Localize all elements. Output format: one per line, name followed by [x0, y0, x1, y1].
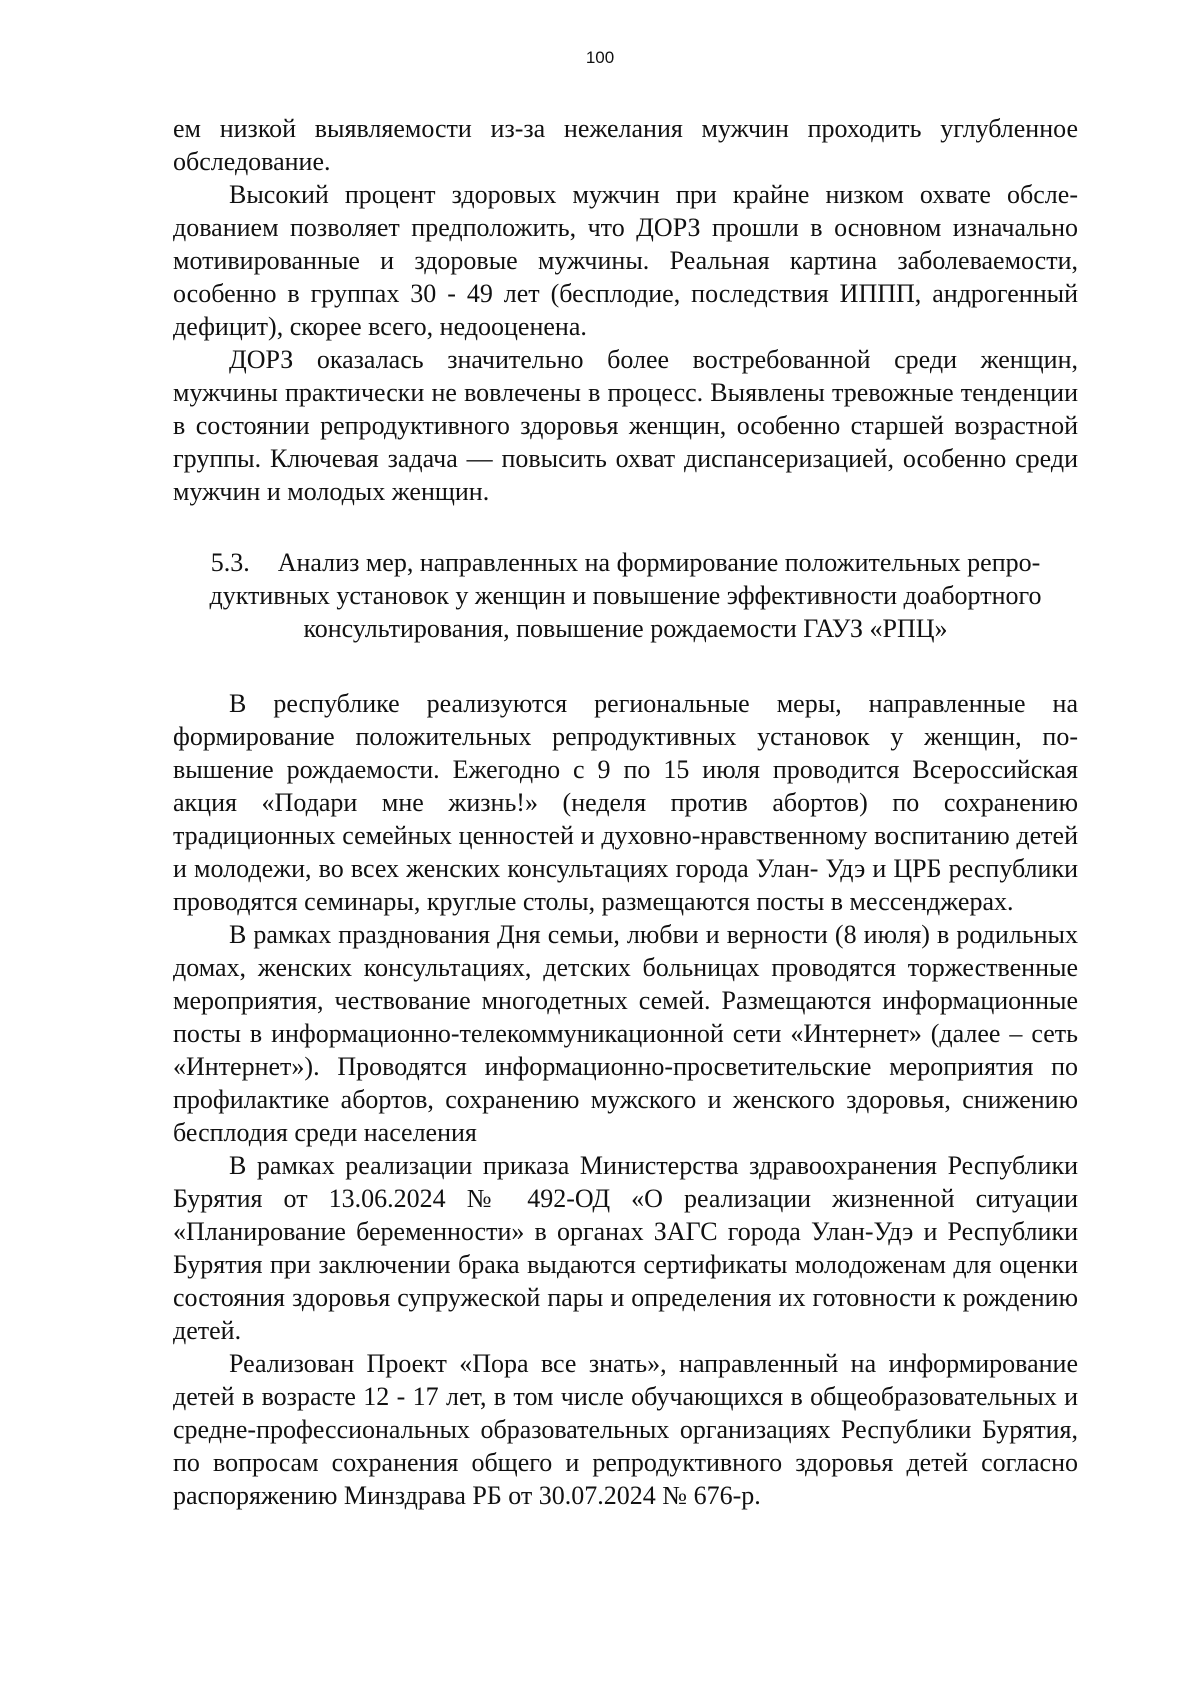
- paragraph-regional-measures: В республике реализуются региональные меры, направленные на формирование положительных репродуктивных установок у женщин, повышение рождаемости. Ежегодно с 9 по 15 июля проводится Всероссийская акция «Подари мне жизнь!» (неделя против абортов) по сохранению традиционных семейных ценностей и духовно-нравственному воспитанию детей и молодежи, во всех женских консультациях города Улан- Удэ и ЦРБ республики проводятся семинары, круглые столы, размещаются посты в мессенджерах.: [173, 689, 1078, 916]
- section-number: 5.3.: [210, 548, 250, 577]
- paragraph-dorz-women: ДОРЗ оказалась значительно более востребованной среди женщин, мужчины практически не вовлечены в процесс. Выявлены тревожные тенденции в состоянии репродуктивного здоровья женщин, особенно старшей возрастной группы. Ключевая задача — повысить охват диспансеризацией, особенно среди мужчин и молодых женщин.: [173, 345, 1078, 506]
- paragraph-project: Реализован Проект «Пора все знать», направленный на информирование детей в возрасте 12 - 17 лет, в том числе обучающихся в общеобразовательных и средне-профессиональных образовательных организациях Республики Бурятия, по вопросам сохранения общего и репродуктивного здоровья детей согласно распоряжению Минздрава РБ от 30.07.2024 № 676-р.: [173, 1349, 1078, 1510]
- page-number: 100: [585, 48, 615, 67]
- section-heading: [173, 546, 1078, 645]
- document-body: [173, 112, 1078, 1512]
- paragraph-men-health: Высокий процент здоровых мужчин при крайне низком охвате обследованием позволяет предположить, что ДОРЗ прошли в основном изначально мотивированные и здоровые мужчины. Реальная картина заболеваемости, особенно в группах 30 - 49 лет (бесплодие, последствия ИППП, андрогенный дефицит), скорее всего, недооценена.: [173, 180, 1078, 341]
- paragraph-continuation: ем низкой выявляемости из-за нежелания мужчин проходить углубленное обследование.: [173, 114, 1078, 176]
- section-title: Анализ мер, направленных на формирование положительных репродуктивных установок у женщин и повышение эффективности доабортного консультирования, повышение рождаемости ГАУЗ «РПЦ»: [209, 548, 1042, 643]
- paragraph-ministry-order: В рамках реализации приказа Министерства здравоохранения Республики Бурятия от 13.06.2024 № 492-ОД «О реализации жизненной ситуации «Планирование беременности» в органах ЗАГС города Улан-Удэ и Республики Бурятия при заключении брака выдаются сертификаты молодоженам для оценки состояния здоровья супружеской пары и определения их готовности к рождению детей.: [173, 1151, 1078, 1345]
- paragraph-family-day: В рамках празднования Дня семьи, любви и верности (8 июля) в родильных домах, женских консультациях, детских больницах проводятся торжественные мероприятия, чествование многодетных семей. Размещаются информационные посты в информационно-телекоммуникационной сети «Интернет» (далее – сеть «Интернет»). Проводятся информационно-просветительские мероприятия по профилактике абортов, сохранению мужского и женского здоровья, снижению бесплодия среди населения: [173, 920, 1078, 1147]
